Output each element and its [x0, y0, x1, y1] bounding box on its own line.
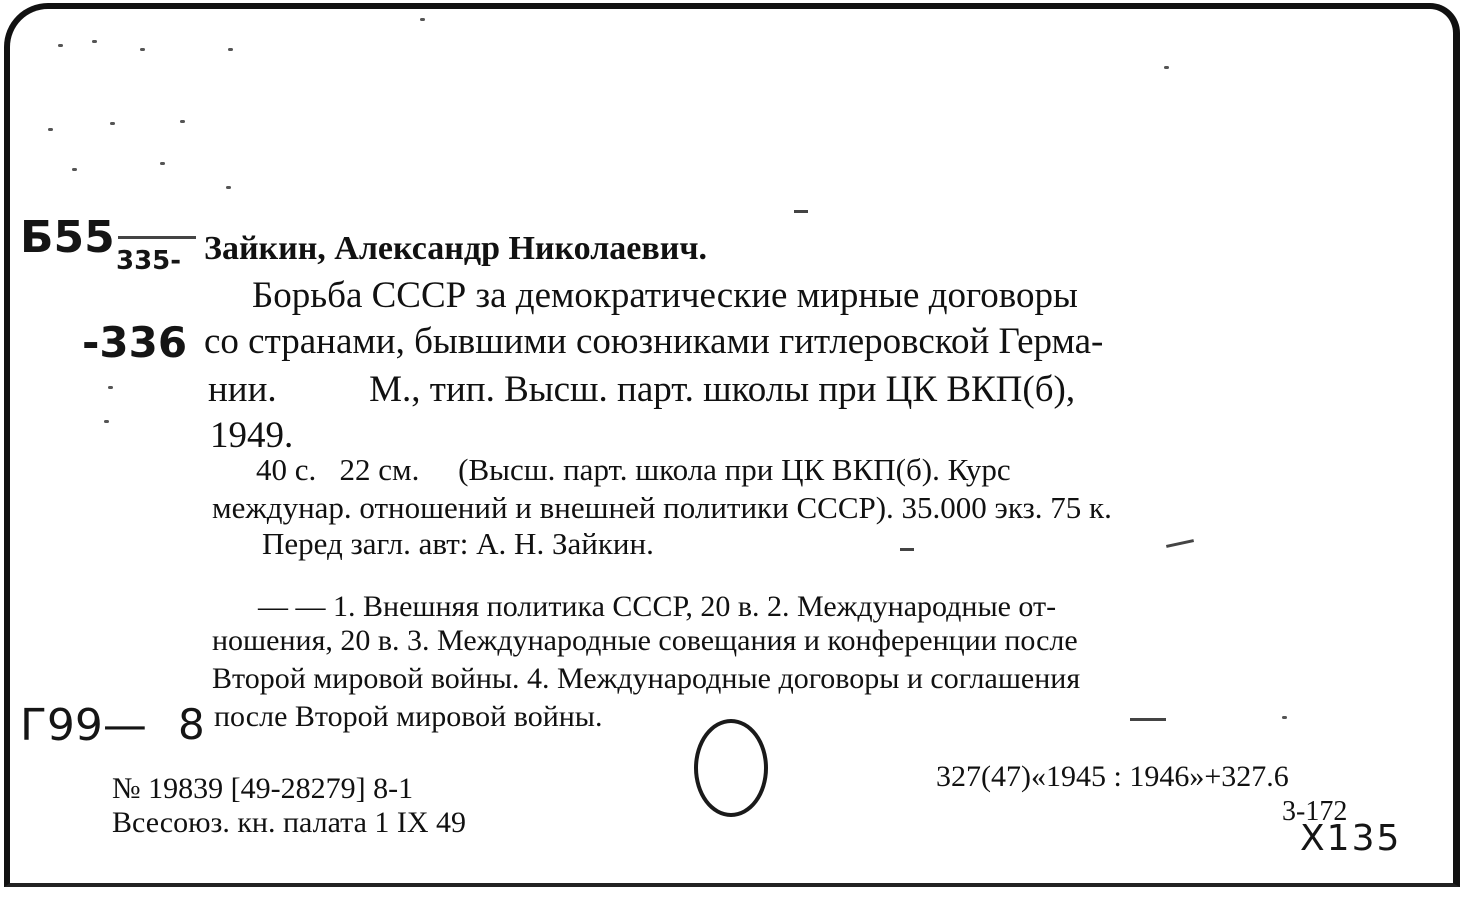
scan-speck — [420, 18, 425, 21]
collation-line: Перед загл. авт: А. Н. Зайкин. — [262, 526, 654, 561]
scan-speck — [794, 210, 808, 213]
scan-speck — [900, 548, 914, 551]
title-line: со странами, бывшими союзниками гитлеровской Герма- — [204, 321, 1104, 362]
handwritten-code: X135 — [1300, 818, 1402, 859]
subject-line: после Второй мировой войны. — [214, 700, 603, 733]
scan-speck — [48, 128, 53, 131]
author-mark: 3-172 — [1282, 796, 1348, 827]
scan-speck — [58, 44, 63, 47]
record-number: № 19839 [49-28279] 8-1 — [112, 772, 414, 805]
scan-speck — [180, 120, 185, 123]
call-number-range: 335- — [116, 246, 182, 276]
call-number-underline — [118, 236, 196, 239]
issuer: Всесоюз. кн. палата 1 IX 49 — [112, 806, 467, 839]
scan-speck — [110, 122, 115, 125]
subject-line: — — 1. Внешняя политика СССР, 20 в. 2. Международные от- — [258, 590, 1057, 623]
collation-line: междунар. отношений и внешней политики СССР). 35.000 экз. 75 к. — [212, 490, 1112, 525]
scan-speck — [160, 162, 165, 165]
subject-line: Второй мировой войны. 4. Международные договоры и соглашения — [212, 662, 1081, 695]
scan-speck — [92, 40, 97, 43]
title-line: Борьба СССР за демократические мирные договоры — [252, 275, 1078, 316]
classification-code: 327(47)«1945 : 1946»+327.6 — [936, 760, 1289, 793]
call-number-bottom-letter: 8 — [178, 700, 205, 749]
scan-speck — [1130, 718, 1166, 721]
scan-speck — [72, 168, 77, 171]
scan-speck — [226, 186, 231, 189]
call-number-range-end: -336 — [82, 318, 188, 367]
heading-author: Зайкин, Александр Николаевич. — [204, 230, 707, 267]
subject-line: ношения, 20 в. 3. Международные совещания и конференции после — [212, 624, 1078, 657]
scan-speck — [140, 48, 145, 51]
call-number-bottom: Г99— — [20, 700, 147, 751]
scan-speck — [1164, 66, 1169, 69]
title-line: 1949. — [210, 415, 294, 456]
scan-speck — [1282, 716, 1287, 719]
scan-speck — [104, 420, 109, 423]
collation-line: 40 с. 22 см. (Высш. парт. школа при ЦК ВКП(б). Курс — [256, 452, 1011, 487]
call-number-top: Б55 — [20, 212, 115, 263]
scan-speck — [108, 386, 113, 389]
title-line: нии. М., тип. Высш. парт. школы при ЦК ВКП(б), — [208, 369, 1076, 410]
card-hole — [694, 719, 768, 817]
scan-speck — [228, 48, 233, 51]
